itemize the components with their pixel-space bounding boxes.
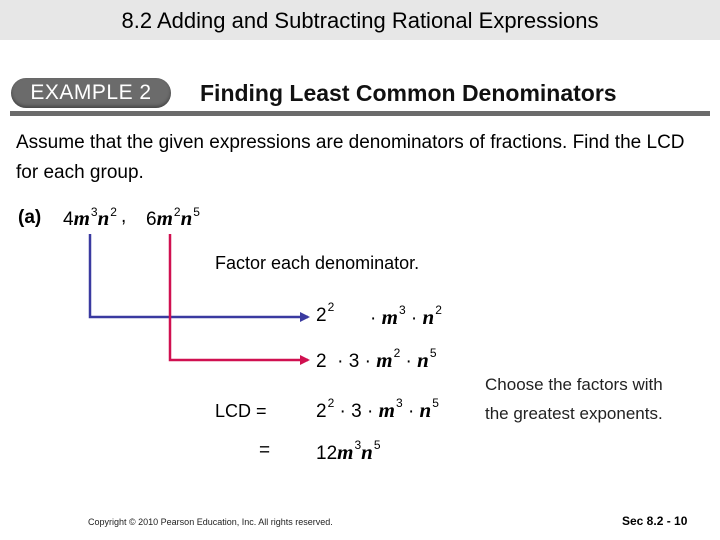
row1-base: 2 <box>316 305 327 326</box>
row3-dot1: · <box>339 401 346 422</box>
row1-var-m: m <box>381 305 398 329</box>
row4-var-m: m <box>337 440 354 464</box>
row2-var-m: m <box>376 348 393 372</box>
example-badge-label: EXAMPLE 2 <box>30 81 152 104</box>
section-heading: Finding Least Common Denominators <box>200 80 617 106</box>
greatest-exponent-note <box>485 370 663 428</box>
expr2-coef: 6 <box>146 209 157 230</box>
row1-dot2: · <box>410 308 418 329</box>
row1-base-exp: 2 <box>327 300 335 314</box>
row2-three: 3 <box>348 351 360 372</box>
row3-dot3: · <box>407 401 415 422</box>
row1-exp-n: 2 <box>435 303 442 317</box>
slide-reference: Sec 8.2 - 10 <box>622 514 688 528</box>
intro-paragraph: Assume that the given expressions are denominators of fractions. Find the LCD for each group. <box>16 132 685 183</box>
row4-coef: 12 <box>316 443 338 464</box>
expr2-exp-m: 2 <box>173 205 181 219</box>
row2-exp-n: 5 <box>429 346 437 360</box>
row3-base-exp: 2 <box>327 396 335 410</box>
factor-row-1-base <box>316 300 335 327</box>
expr1-var-n: n <box>97 206 110 230</box>
factor-instruction: Factor each denominator. <box>215 253 420 273</box>
factor-row-1-vars <box>370 305 442 330</box>
row3-three: 3 <box>351 401 362 422</box>
row4-var-n: n <box>361 440 373 464</box>
row3-var-m: m <box>378 398 395 422</box>
lcd-label: LCD = <box>215 401 267 421</box>
slide-title: 8.2 Adding and Subtracting Rational Expressions <box>121 8 599 33</box>
expr2-var-m: m <box>156 206 173 230</box>
row3-exp-m: 3 <box>395 396 403 410</box>
row3-dot2: · <box>367 401 374 422</box>
expr1-exp-n: 2 <box>110 205 117 219</box>
note-line-2: the greatest exponents. <box>485 404 663 423</box>
row2-base: 2 <box>316 351 327 372</box>
row2-dot2: · <box>364 351 371 372</box>
lcd-product <box>316 398 439 423</box>
expr1-var-m: m <box>73 206 90 230</box>
row1-var-n: n <box>422 305 435 329</box>
row3-base: 2 <box>316 401 327 422</box>
row4-exp-n: 5 <box>373 438 381 452</box>
row2-exp-m: 2 <box>393 346 401 360</box>
expression-separator: , <box>121 206 127 227</box>
lcd-result <box>316 440 381 465</box>
expr2-var-n: n <box>180 206 193 230</box>
row2-dot1: · <box>337 351 344 372</box>
factor-row-2 <box>316 348 437 373</box>
row2-dot3: · <box>405 351 412 372</box>
note-line-1: Choose the factors with <box>485 375 663 394</box>
blue-arrow <box>90 234 308 317</box>
copyright-notice: Copyright © 2010 Pearson Education, Inc. All rights reserved. <box>88 517 333 527</box>
part-label: (a) <box>18 207 42 228</box>
row1-exp-m: 3 <box>398 303 406 317</box>
row3-var-n: n <box>419 398 432 422</box>
row3-exp-n: 5 <box>432 396 439 410</box>
equals-sign: = <box>259 440 271 461</box>
row1-dot1: · <box>370 308 377 329</box>
row2-var-n: n <box>417 348 429 372</box>
expr1-exp-m: 3 <box>90 205 98 219</box>
expr2-exp-n: 5 <box>193 205 200 219</box>
expr1-coef: 4 <box>63 209 74 230</box>
row4-exp-m: 3 <box>354 438 362 452</box>
